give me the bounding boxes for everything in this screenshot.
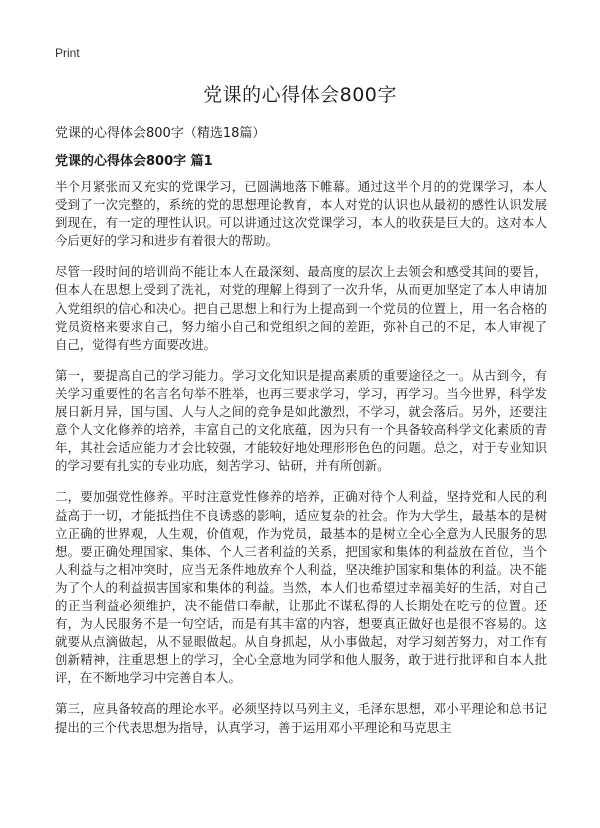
paragraph-2: 尽管一段时间的培训尚不能让本人在最深刻、最高度的层次上去领会和感受其间的要旨，但本人在思想上受到了洗礼，对党的理解上得到了一次升华，从而更加坚定了本人申请加入党组织的信心和决心。把自己思想上和行为上提高到一个党员的位置上，用一名合格的党员资格来要求自己，努力缩小自己和党组织之间的差距，弥补自己的不足，本人审视了自己，觉得有些方面要改进。 xyxy=(55,264,547,352)
section-heading: 党课的心得体会800字 篇1 xyxy=(55,154,213,169)
paragraph-1: 半个月紧张而又充实的党课学习，已圆满地落下帷幕。通过这半个月的的党课学习，本人受到了一次完整的，系统的党的思想理论教育，本人对党的认识也从最初的感性认识发展到现在，有一定的理性认识。可以讲通过这次党课学习，本人的收获是巨大的。这对本人今后更好的学习和进步有着很大的帮助。 xyxy=(55,179,547,249)
print-link[interactable]: Print xyxy=(55,46,80,60)
document-subtitle: 党课的心得体会800字（精选18篇） xyxy=(55,126,266,141)
paragraph-5: 第三，应具备较高的理论水平。必须坚持以马列主义，毛泽东思想，邓小平理论和总书记提出的三个代表思想为指导，认真学习，善于运用邓小平理论和马克思主 xyxy=(55,701,547,735)
paragraph-3: 第一，要提高自己的学习能力。学习文化知识是提高素质的重要途径之一。从古到今，有关学习重要性的名言名句举不胜举，也再三要求学习，学习，再学习。当今世界，科学发展日新月异，国与国、人与人之间的竞争是如此激烈，不学习，就会落后。另外，还要注意个人文化修养的培养，丰富自己的文化底蕴，因为只有一个具备较高科学文化素质的青年，其社会适应能力才会比较强，才能较好地处理形形色色的问题。总之，对于专业知识的学习要有扎实的专业功底，刻苦学习、钻研，并有所创新。 xyxy=(55,367,547,474)
paragraph-4: 二，要加强党性修养。平时注意党性修养的培养，正确对待个人利益，坚持党和人民的利益高于一切，才能抵挡住不良诱惑的影响，适应复杂的社会。作为大学生，最基本的是树立正确的世界观，人生观，价值观，作为党员，最基本的是树立全心全意为人民服务的思想。要正确处理国家、集体、个人三者利益的关系，把国家和集体的利益放在首位，当个人利益与之相冲突时，应当无条件地放弃个人利益，坚决维护国家和集体的利益。决不能为了个人的利益损害国家和集体的利益。当然，本人们也希望过幸福美好的生活，对自己的正当利益必须维护，决不能借口奉献，让那此不谋私得的人长期处在吃亏的位置。还有，为人民服务不是一句空话，而是有其丰富的内容，想要真正做好也是很不容易的。这就要从点滴做起，从不显眼做起。从自身抓起，从小事做起，对学习刻苦努力，对工作有创新精神，注重思想上的学习，全心全意地为同学和他人服务，敢于进行批评和自本人批评，在不断地学习中完善自本人。 xyxy=(55,489,547,686)
article-body xyxy=(55,178,547,750)
document-title: 党课的心得体会800字 xyxy=(203,84,397,106)
